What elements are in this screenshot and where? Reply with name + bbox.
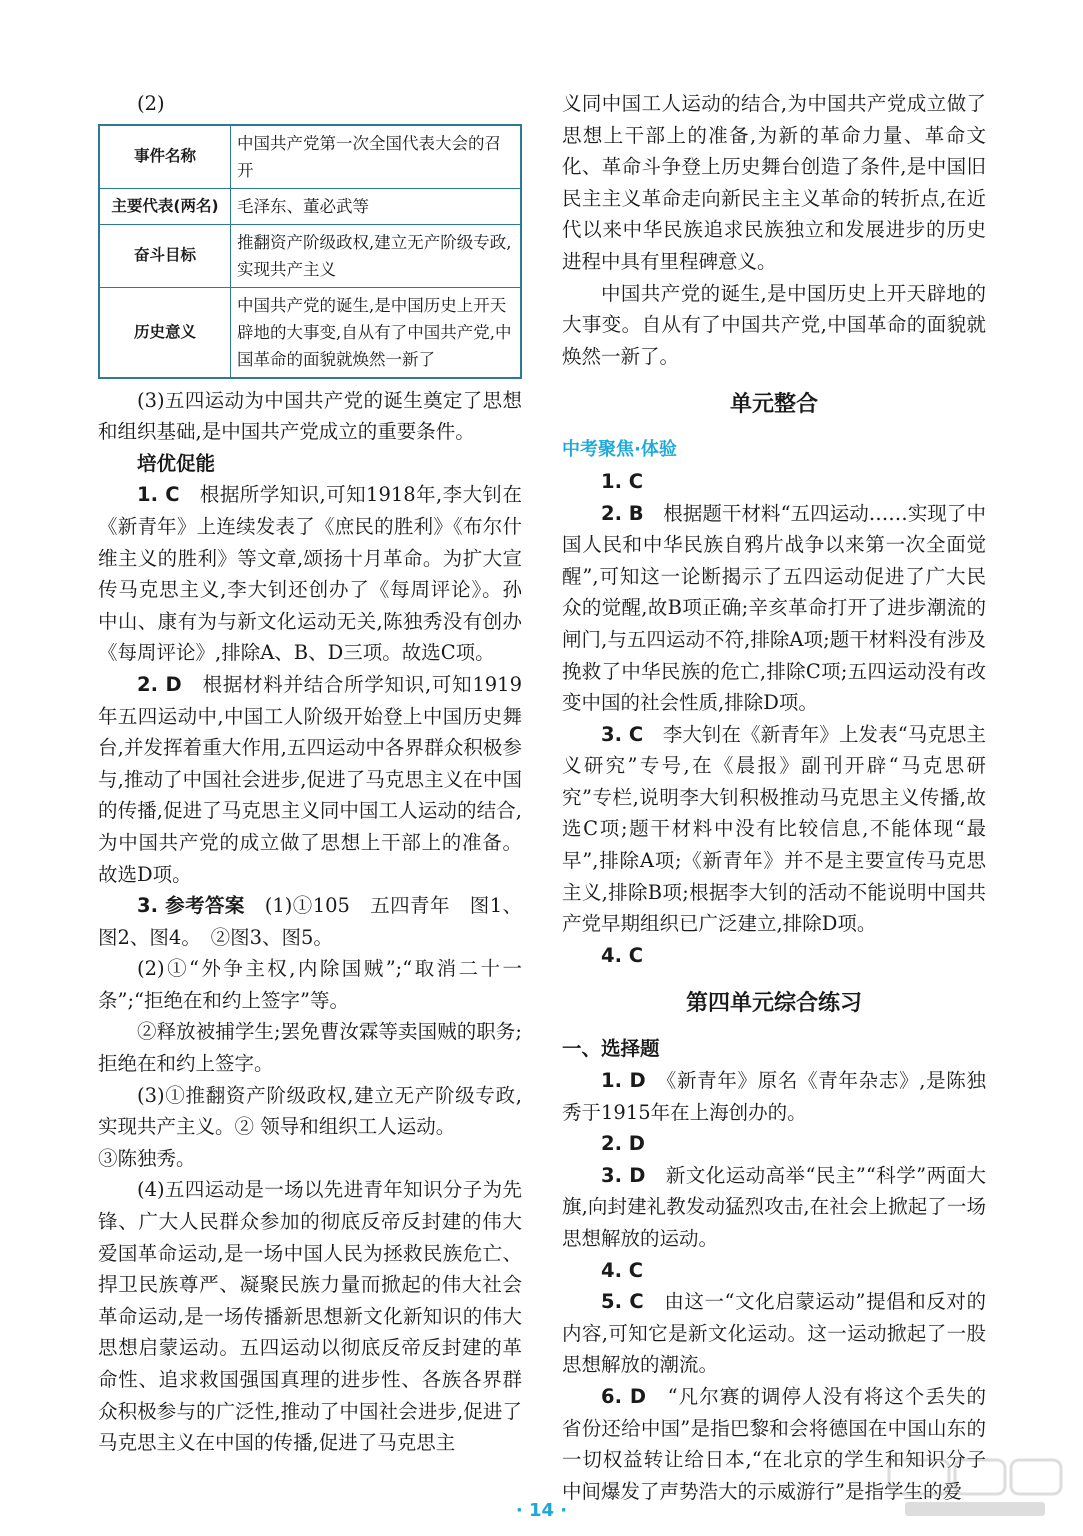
section-heading: 培优促能	[137, 451, 216, 475]
answer-number: 5. C	[601, 1290, 644, 1314]
answer-number: 2. D	[601, 1132, 645, 1156]
answer-text: 由这一“文化启蒙运动”提倡和反对的内容,可知它是新文化运动。这一运动掀起了一股思想解放的潮流。	[562, 1290, 986, 1377]
unit-title: 单元整合	[729, 392, 818, 418]
answer-number: 2. D	[137, 672, 182, 696]
section-choice: 一、选择题	[562, 1037, 660, 1061]
answer-2	[98, 669, 522, 890]
answer-3-part2b: ②释放被捕学生;罢免曹汝霖等卖国贼的职务;拒绝在和约上签字。	[98, 1020, 522, 1076]
answer-number: 1. C	[601, 469, 644, 493]
table-row	[99, 125, 521, 189]
table-row	[99, 287, 521, 378]
answer-number: 2. B	[601, 501, 644, 525]
table-key: 历史意义	[99, 287, 231, 378]
answer-text: 李大钊在《新青年》上发表“马克思主义研究”专号,在《晨报》副刊开辟“马克思研究”专栏,说明李大钊积极推动马克思主义传播,故选C项;题干材料中没有比较信息,不能体现“最早”,排除A项;《新青年》并不是主要宣传马克思主义,排除B项;根据李大钊的活动不能说明中国共产党早期组织已广泛建立,排除D项。	[562, 722, 986, 936]
table-row	[99, 188, 521, 224]
table-row	[99, 224, 521, 287]
right-column	[562, 88, 986, 1507]
answer-number: 4. C	[601, 1258, 644, 1282]
answer-number: 4. C	[601, 943, 644, 967]
answer-number: 3. 参考答案	[137, 894, 245, 918]
question-2	[562, 1128, 986, 1160]
event-table	[98, 124, 522, 379]
table-value: 推翻资产阶级政权,建立无产阶级专政,实现共产主义	[231, 224, 522, 287]
table-key: 主要代表(两名)	[99, 188, 231, 224]
answer-u3	[562, 719, 986, 940]
answer-text: 根据所学知识,可知1918年,李大钊在《新青年》上连续发表了《庶民的胜利》《布尔什维主义的胜利》等文章,颂扬十月革命。为扩大宣传马克思主义,李大钊还创办了《每周评论》。孙中山、康有为与新文化运动无关,陈独秀没有创办《每周评论》,排除A、B、D三项。故选C项。	[98, 483, 522, 665]
watermark-logo	[885, 1456, 1065, 1522]
question-3	[562, 1160, 986, 1255]
answer-part3: (3)五四运动为中国共产党的诞生奠定了思想和组织基础,是中国共产党成立的重要条件。	[98, 388, 522, 444]
answer-3-part3b: ③陈独秀。	[98, 1146, 196, 1170]
answer-3-part4: (4)五四运动是一场以先进青年知识分子为先锋、广大人民群众参加的彻底反帝反封建的伟大爱国革命运动,是一场中国人民为拯救民族危亡、捍卫民族尊严、凝聚民族力量而掀起的伟大社会革命运动,是一场传播新思想新文化新知识的伟大思想启蒙运动。五四运动以彻底反帝反封建的革命性、追求救国强国真理的进步性、各族各界群众积极参与的广泛性,推动了中国社会进步,促进了马克思主义在中国的传播,促进了马克思主	[98, 1178, 522, 1455]
answer-u1	[562, 466, 986, 498]
answer-u4	[562, 940, 986, 972]
answer-3	[98, 890, 522, 953]
question-5	[562, 1286, 986, 1381]
answer-number: 1. D	[601, 1069, 646, 1093]
answer-text: (1)①105 五四青年 图1、图2、图4。 ②图3、图5。	[98, 894, 523, 949]
answer-number: 3. C	[601, 722, 644, 746]
answer-u2	[562, 498, 986, 719]
table-key: 事件名称	[99, 125, 231, 189]
answer-number: 3. D	[601, 1163, 646, 1187]
answer-1	[98, 479, 522, 669]
part2-label: (2)	[137, 92, 165, 115]
question-1	[562, 1065, 986, 1128]
unit4-title: 第四单元综合练习	[685, 991, 862, 1017]
focus-tag: 中考聚焦·体验	[562, 439, 677, 461]
answer-text: 新文化运动高举“民主”“科学”两面大旗,向封建礼教发动猛烈攻击,在社会上掀起了一场思想解放的运动。	[562, 1163, 986, 1250]
table-value: 中国共产党第一次全国代表大会的召开	[231, 125, 522, 189]
answer-text: 《新青年》原名《青年杂志》,是陈独秀于1915年在上海创办的。	[562, 1069, 986, 1124]
answer-3-part3: (3)①推翻资产阶级政权,建立无产阶级专政,实现共产主义。② 领导和组织工人运动。	[98, 1083, 522, 1139]
answer-number: 6. D	[601, 1384, 647, 1408]
table-value: 中国共产党的诞生,是中国历史上开天辟地的大事变,自从有了中国共产党,中国革命的面貌就焕然一新了	[231, 287, 522, 378]
answer-number: 1. C	[137, 483, 180, 507]
question-4	[562, 1255, 986, 1287]
page-number: · 14 ·	[515, 1500, 568, 1521]
paragraph: 中国共产党的诞生,是中国历史上开天辟地的大事变。自从有了中国共产党,中国革命的面貌就焕然一新了。	[562, 281, 986, 368]
answer-3-part2a: (2)①“外争主权,内除国贼”;“取消二十一条”;“拒绝在和约上签字”等。	[98, 957, 522, 1012]
answer-text: 根据题干材料“五四运动……实现了中国人民和中华民族自鸦片战争以来第一次全面觉醒”,可知这一论断揭示了五四运动促进了广大民众的觉醒,故B项正确;辛亥革命打开了进步潮流的闸门,与五四运动不符,排除A项;题干材料没有涉及挽救了中华民族的危亡,排除C项;五四运动没有改变中国的社会性质,排除D项。	[562, 501, 986, 715]
answer-text: “凡尔赛的调停人没有将这个丢失的省份还给中国”是指巴黎和会将德国在中国山东的一切权益转让给日本,“在北京的学生和知识分子中间爆发了声势浩大的示威游行”是指学生的爱	[562, 1384, 986, 1503]
left-column	[98, 88, 522, 1459]
continued-paragraph: 义同中国工人运动的结合,为中国共产党成立做了思想上干部上的准备,为新的革命力量、革命文化、革命斗争登上历史舞台创造了条件,是中国旧民主主义革命走向新民主主义革命的转折点,在近代以来中华民族追求民族独立和发展进步的历史进程中具有里程碑意义。	[562, 92, 986, 273]
table-value: 毛泽东、董必武等	[231, 188, 522, 224]
answer-text: 根据材料并结合所学知识,可知1919年五四运动中,中国工人阶级开始登上中国历史舞台,并发挥着重大作用,五四运动中各界群众积极参与,推动了中国社会进步,促进了马克思主义在中国的传播,促进了马克思主义同中国工人运动的结合,为中国共产党的成立做了思想上干部上的准备。故选D项。	[98, 672, 522, 886]
table-key: 奋斗目标	[99, 224, 231, 287]
